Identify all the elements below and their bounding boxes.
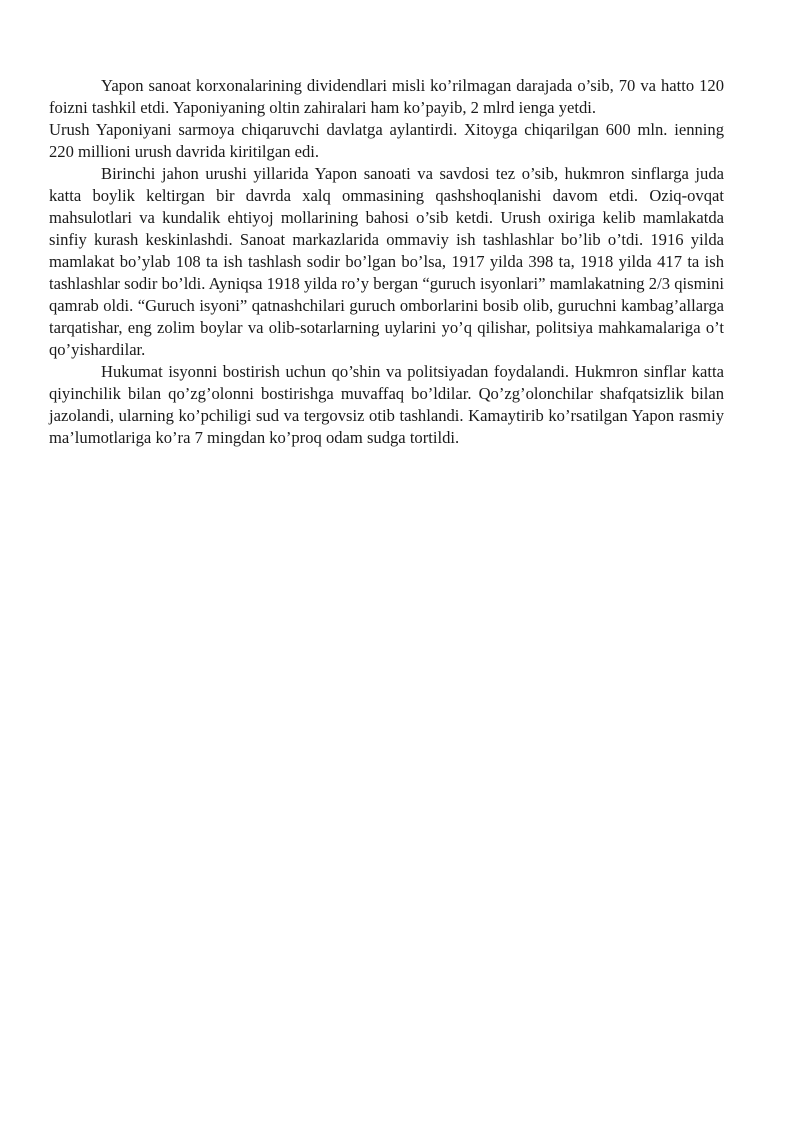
paragraph-suppression: Hukumat isyonni bostirish uchun qo’shin va politsiyadan foydalandi. Hukmron sinflar katta qiyinchilik bilan qo’zg’olonni bostirishga muvaffaq bo’ldilar. Qo’zg’olonchilar shafqatsizlik bilan jazolandi, ularning ko’pchiligi sud va tergovsiz otib tashlandi. Kamaytirib ko’rsatilgan Yapon rasmiy ma’lumotlariga ko’ra 7 mingdan ko’proq odam sudga tortildi. bbox=[49, 362, 724, 447]
paragraph-capital-export: Urush Yaponiyani sarmoya chiqaruvchi davlatga aylantirdi. Xitoyga chiqarilgan 600 mln. ienning 220 millioni urush davrida kiritilgan edi. bbox=[49, 120, 724, 161]
paragraph-dividends: Yapon sanoat korxonalarining dividendlari misli ko’rilmagan darajada o’sib, 70 va hatto 120 foizni tashkil etdi. Yaponiyaning oltin zahiralari ham ko’payib, 2 mlrd ienga yetdi. bbox=[49, 76, 724, 117]
paragraph-class-struggle: Birinchi jahon urushi yillarida Yapon sanoati va savdosi tez o’sib, hukmron sinflarga juda katta boylik keltirgan bir davrda xalq ommasining qashshoqlanishi davom etdi. Oziq-ovqat mahsulotlari va kundalik ehtiyoj mollarining bahosi o’sib ketdi. Urush oxiriga kelib mamlakatda sinfiy kurash keskinlashdi. Sanoat markazlarida ommaviy ish tashlashlar bo’lib o’tdi. 1916 yilda mamlakat bo’ylab 108 ta ish tashlash sodir bo’lgan bo’lsa, 1917 yilda 398 ta, 1918 yilda 417 ta ish tashlashlar sodir bo’ldi. Ayniqsa 1918 yilda ro’y bergan “guruch isyonlari” mamlakatning 2/3 qismini qamrab oldi. “Guruch isyoni” qatnashchilari guruch omborlarini bosib olib, guruchni kambag’allarga tarqatishar, eng zolim boylar va olib-sotarlarning uylarini yo’q qilishar, politsiya mahkamalariga o’t qo’yishardilar. bbox=[49, 164, 724, 359]
document-page bbox=[49, 75, 724, 449]
